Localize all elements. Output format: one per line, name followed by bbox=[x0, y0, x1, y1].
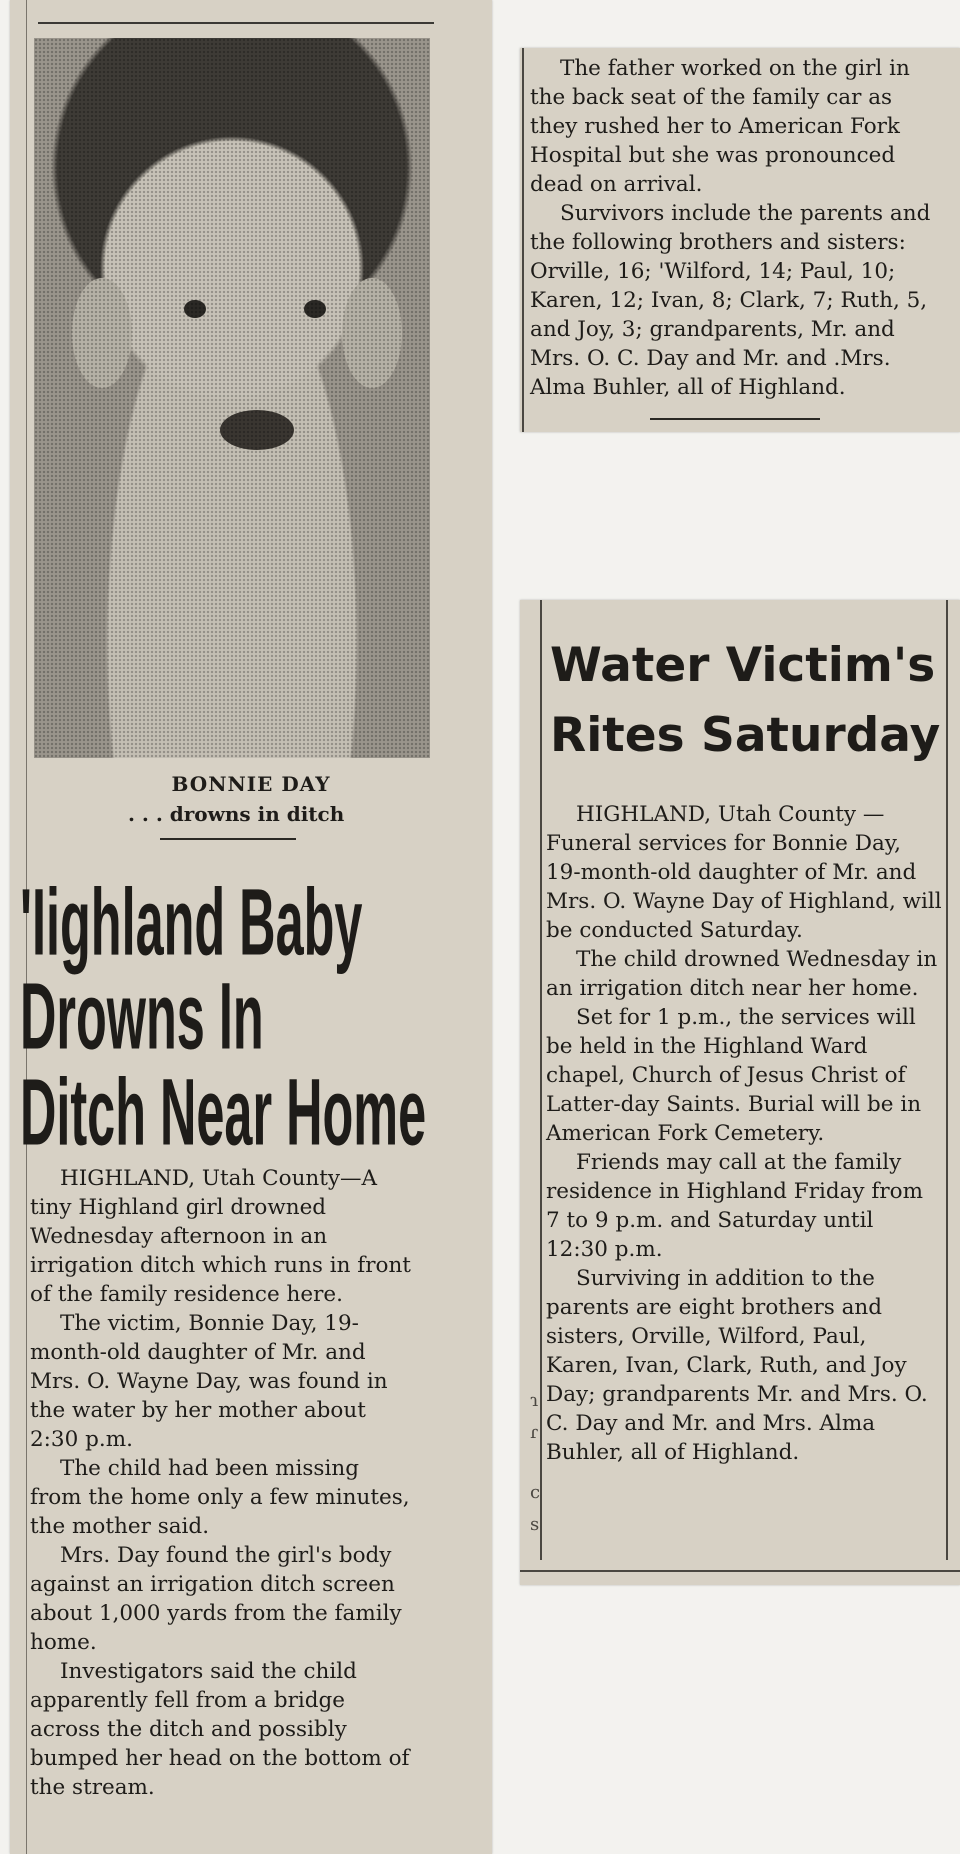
column-rule bbox=[522, 48, 524, 432]
photo-caption-name: BONNIE DAY bbox=[171, 772, 331, 796]
column-rule-left bbox=[540, 600, 542, 1560]
article-paragraph: The child drowned Wednesday in an irrigation ditch near her home. bbox=[546, 947, 938, 1001]
margin-mark: s bbox=[530, 1514, 540, 1535]
margin-mark: c bbox=[530, 1482, 541, 1503]
margin-mark: ɿ bbox=[530, 1390, 539, 1411]
photo-caption-subtitle: . . . drowns in ditch bbox=[128, 802, 345, 826]
article-body bbox=[30, 1164, 415, 1802]
article-paragraph: Investigators said the child apparently fell from a bridge across the ditch and possibly bumped her head on the bottom of the stream. bbox=[30, 1659, 410, 1800]
bottom-rule bbox=[520, 1570, 960, 1572]
end-divider bbox=[650, 418, 820, 420]
top-rule bbox=[38, 22, 434, 24]
article-paragraph: HIGHLAND, Utah County — Funeral services for Bonnie Day, 19-month-old daughter of Mr. and Mrs. O. Wayne Day of Highland, will be conducted Saturday. bbox=[546, 802, 942, 943]
article-paragraph: Mrs. Day found the girl's body against an irrigation ditch screen about 1,000 yards from the family home. bbox=[30, 1543, 402, 1655]
headline-line-2: Drowns In bbox=[20, 963, 264, 1069]
article-paragraph: The father worked on the girl in the back seat of the family car as they rushed her to American Fork Hospital but she was pronounced dead on arrival. bbox=[530, 56, 910, 197]
continuation-body bbox=[530, 54, 945, 402]
headline-line-1: Water Victim's bbox=[550, 638, 936, 693]
caption-divider bbox=[160, 838, 296, 840]
halftone-texture bbox=[34, 38, 430, 758]
headline-line-1: 'Iighland Baby bbox=[20, 869, 363, 975]
article-paragraph: Survivors include the parents and the following brothers and sisters: Orville, 16; 'Wilford, 14; Paul, 10; Karen, 12; Ivan, 8; Clark, 7; Ruth, 5, and Joy, 3; grandparents, Mr. and Mrs. O. C. Day and Mr. and .Mrs. Alma Buhler, all of Highland. bbox=[530, 201, 931, 400]
margin-mark: ɾ bbox=[530, 1422, 539, 1443]
article-paragraph: The child had been missing from the home only a few minutes, the mother said. bbox=[30, 1456, 410, 1539]
article-paragraph: HIGHLAND, Utah County—A tiny Highland girl drowned Wednesday afternoon in an irrigation ditch which runs in front of the family residence here. bbox=[30, 1166, 411, 1307]
headline-line-3: Ditch Near Home bbox=[20, 1059, 427, 1165]
bottom-right-clipping bbox=[520, 600, 960, 1585]
article-paragraph: The victim, Bonnie Day, 19-month-old daughter of Mr. and Mrs. O. Wayne Day, was found in the water by her mother about 2:30 p.m. bbox=[30, 1311, 388, 1452]
baby-photo bbox=[34, 38, 430, 758]
article-body bbox=[546, 800, 942, 1467]
top-right-clipping bbox=[520, 48, 960, 432]
article-paragraph: Surviving in addition to the parents are eight brothers and sisters, Orville, Wilford, Paul, Karen, Ivan, Clark, Ruth, and Joy Day; grandparents Mr. and Mrs. O. C. Day and Mr. and Mrs. Alma Buhler, all of Highland. bbox=[546, 1266, 928, 1465]
article-paragraph: Friends may call at the family residence in Highland Friday from 7 to 9 p.m. and Saturday until 12:30 p.m. bbox=[546, 1150, 923, 1262]
left-clipping bbox=[10, 0, 492, 1854]
headline-line-2: Rites Saturday bbox=[550, 708, 941, 763]
column-rule-right bbox=[946, 600, 948, 1560]
article-paragraph: Set for 1 p.m., the services will be held in the Highland Ward chapel, Church of Jesus Christ of Latter-day Saints. Burial will be in American Fork Cemetery. bbox=[546, 1005, 922, 1146]
